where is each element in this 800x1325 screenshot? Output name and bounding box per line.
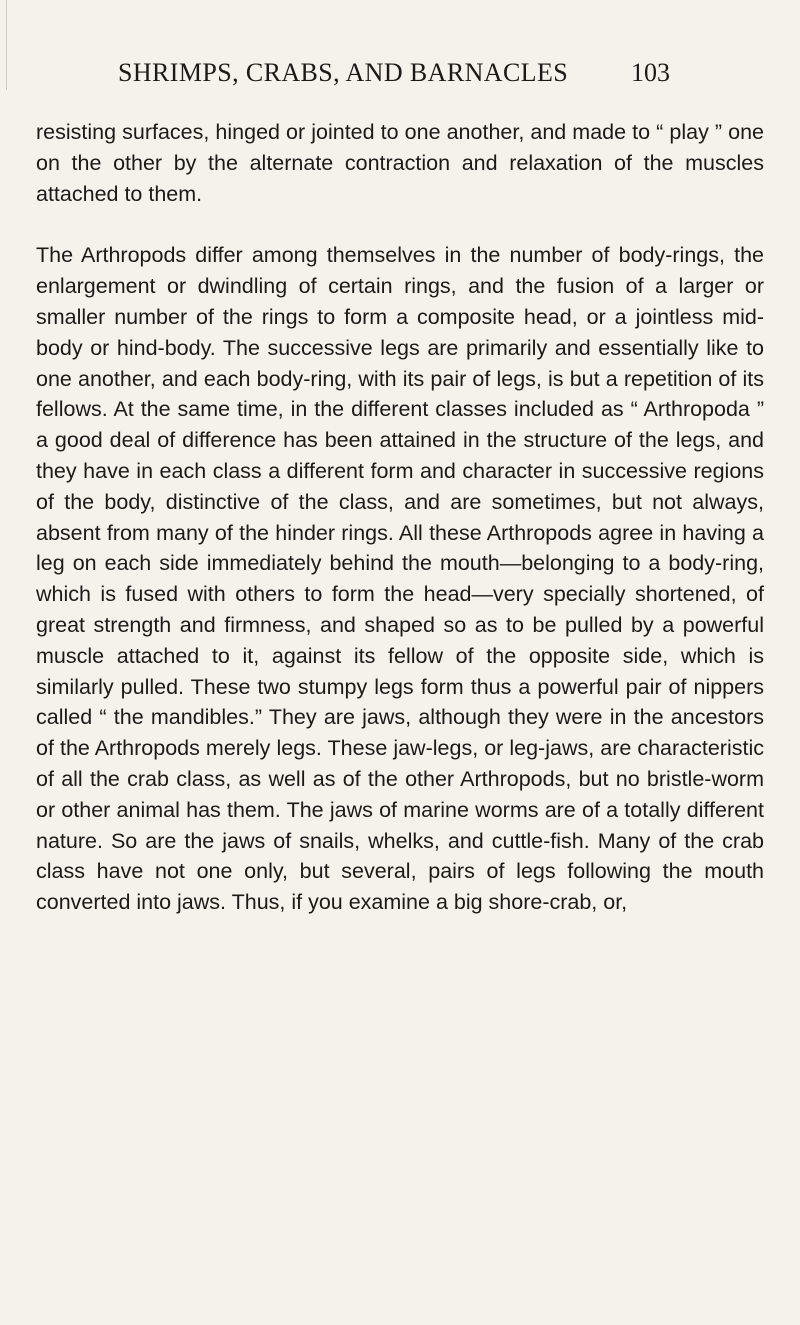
page-number: 103 [631, 58, 670, 87]
paragraph-arthropods: The Arthropods differ among themselves in the number of body-rings, the enlargement or dwindling of certain rings, and the fusion of a larger or smaller number of the rings to form a composite head, or a jointless mid-body or hind-body. The successive legs are primarily and essentially like to one another, and each body-ring, with its pair of legs, is but a repetition of its fellows. At the same time, in the different classes included as “ Arthropoda ” a good deal of difference has been attained in the structure of the legs, and they have in each class a different form and character in successive regions of the body, distinctive of the class, and are sometimes, but not always, absent from many of the hinder rings. All these Arthropods agree in having a leg on each side immediately behind the mouth—belonging to a body-ring, which is fused with others to form the head—very specially shortened, of great strength and firmness, and shaped so as to be pulled by a powerful muscle attached to it, against its fellow of the opposite side, which is similarly pulled. These two stumpy legs form thus a powerful pair of nippers called “ the mandibles.” They are jaws, although they were in the ancestors of the Arthropods merely legs. These jaw-legs, or leg-jaws, are characteristic of all the crab class, as well as of the other Arthropods, but no bristle-worm or other animal has them. The jaws of marine worms are of a totally different nature. So are the jaws of snails, whelks, and cuttle-fish. Many of the crab class have not one only, but several, pairs of legs following the mouth converted into jaws. Thus, if you examine a big shore-crab, or, [36, 243, 764, 915]
paragraph-continued: resisting surfaces, hinged or jointed to one another, and made to “ play ” one on the other by the alternate contraction and relaxation of the muscles attached to them. [36, 120, 764, 206]
page-edge-line [6, 0, 7, 90]
running-title: SHRIMPS, CRABS, AND BARNACLES [118, 58, 569, 87]
paragraph-gap [36, 209, 764, 240]
body-text [36, 117, 764, 918]
page-header [118, 58, 758, 98]
